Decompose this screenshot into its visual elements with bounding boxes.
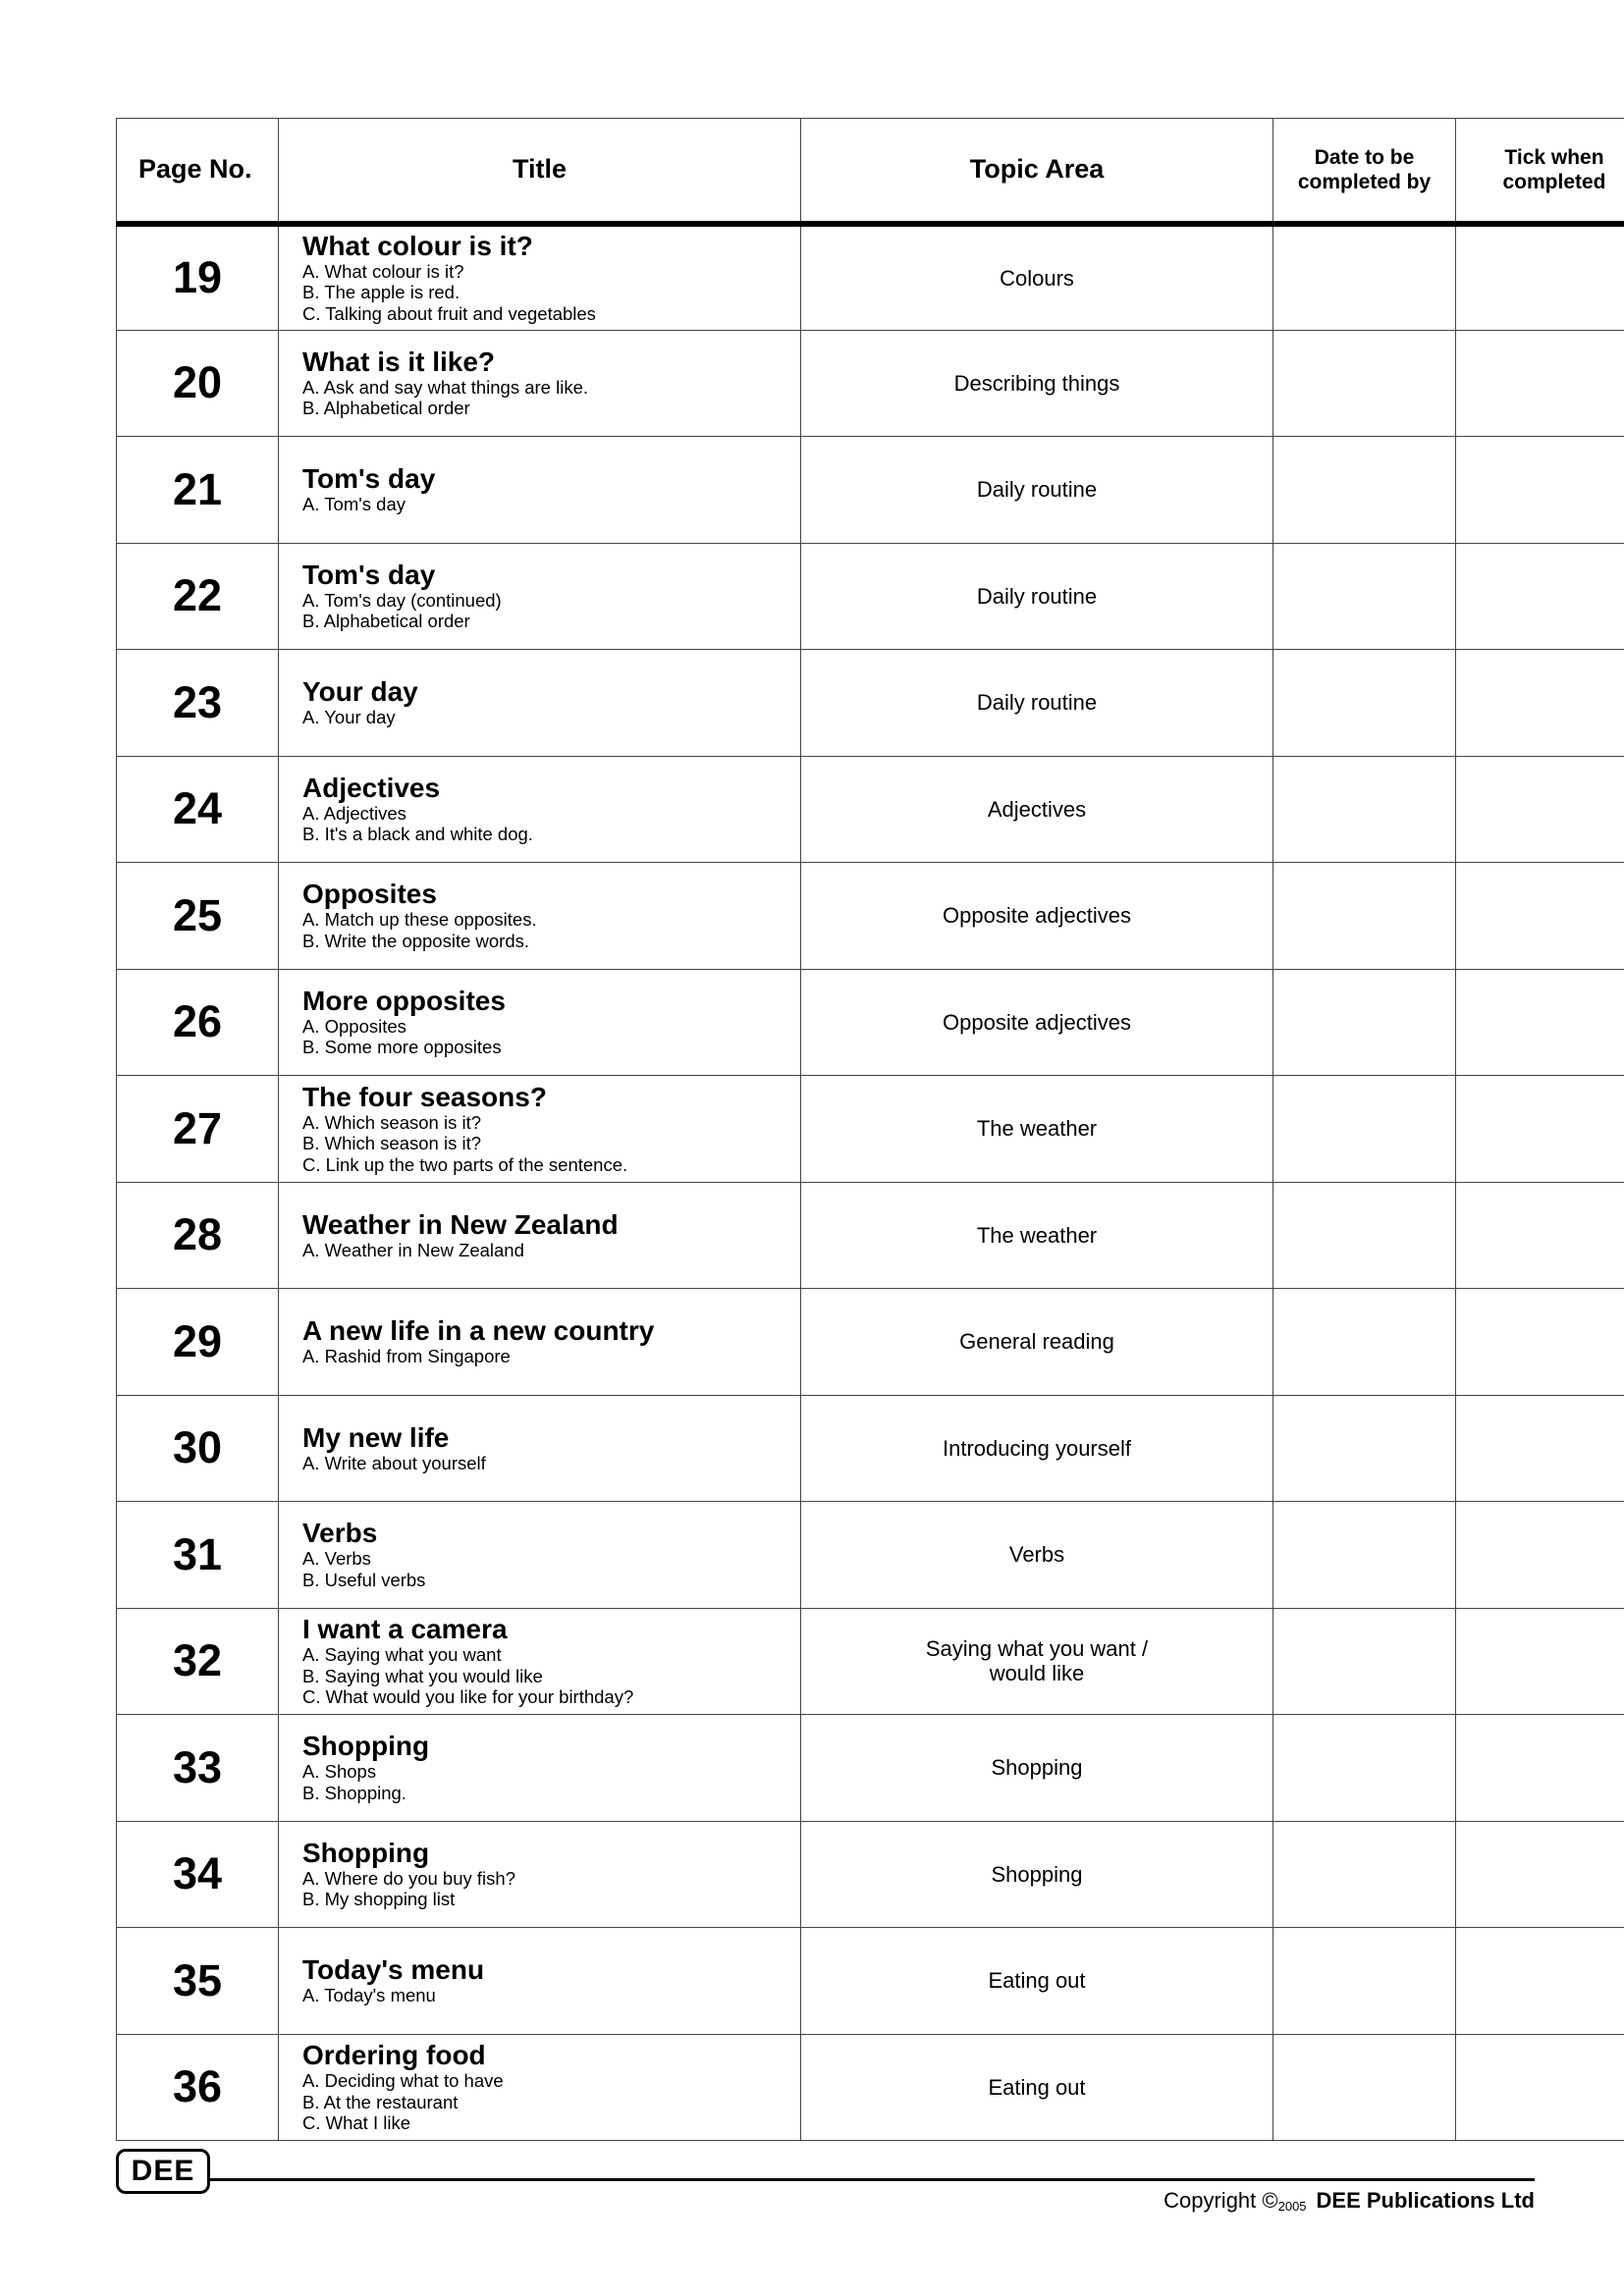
topic-area — [801, 2034, 1273, 2141]
header-title: Title — [279, 119, 801, 224]
tick-completed-cell[interactable] — [1456, 1821, 1624, 1928]
date-to-complete-cell[interactable] — [1273, 1502, 1456, 1609]
tick-completed-cell[interactable] — [1456, 1928, 1624, 2035]
lesson-title: My new life — [302, 1421, 450, 1453]
page-number: 21 — [117, 437, 279, 544]
date-to-complete-cell[interactable] — [1273, 437, 1456, 544]
date-to-complete-cell[interactable] — [1273, 650, 1456, 757]
tick-completed-cell[interactable] — [1456, 1502, 1624, 1609]
title-cell — [279, 969, 801, 1076]
activity-item: A. Shops — [302, 1761, 377, 1783]
lesson-title: Your day — [302, 676, 418, 707]
activity-item: A. Where do you buy fish? — [302, 1867, 515, 1889]
activity-item: B. Useful verbs — [302, 1569, 426, 1590]
date-to-complete-cell[interactable] — [1273, 1821, 1456, 1928]
activity-item: A. Weather in New Zealand — [302, 1239, 524, 1260]
topic-area — [801, 224, 1273, 331]
lesson-title: Tom's day — [302, 463, 436, 494]
lesson-title: What is it like? — [302, 346, 496, 377]
table-row — [117, 2034, 1624, 2141]
activity-item: C. What I like — [302, 2112, 410, 2133]
table-row — [117, 1076, 1624, 1183]
page-number: 34 — [117, 1821, 279, 1928]
topic-line: Describing things — [953, 370, 1120, 396]
title-cell — [279, 1076, 801, 1183]
topic-line: Introducing yourself — [943, 1435, 1131, 1461]
lesson-title: Tom's day — [302, 559, 436, 590]
topic-line: Daily routine — [976, 477, 1098, 503]
activity-item: A. Tom's day (continued) — [302, 589, 502, 611]
activity-item: B. Shopping. — [302, 1782, 406, 1803]
title-cell — [279, 2034, 801, 2141]
lesson-title: I want a camera — [302, 1614, 508, 1644]
topic-line: Daily routine — [976, 583, 1098, 609]
activity-item: B. Alphabetical order — [302, 398, 470, 419]
title-cell — [279, 650, 801, 757]
date-to-complete-cell[interactable] — [1273, 1715, 1456, 1822]
tick-completed-cell[interactable] — [1456, 756, 1624, 863]
title-cell — [279, 1715, 801, 1822]
date-to-complete-cell[interactable] — [1273, 756, 1456, 863]
date-to-complete-cell[interactable] — [1273, 1182, 1456, 1289]
title-cell — [279, 330, 801, 437]
title-cell — [279, 756, 801, 863]
title-cell — [279, 863, 801, 970]
table-row — [117, 1182, 1624, 1289]
date-to-complete-cell[interactable] — [1273, 1608, 1456, 1715]
page-number: 28 — [117, 1182, 279, 1289]
title-cell — [279, 437, 801, 544]
tick-completed-cell[interactable] — [1456, 1182, 1624, 1289]
activity-item: A. Verbs — [302, 1548, 371, 1570]
table-row — [117, 1928, 1624, 2035]
title-cell — [279, 1502, 801, 1609]
activity-item: A. Rashid from Singapore — [302, 1346, 511, 1366]
topic-area — [801, 1821, 1273, 1928]
activity-item: B. Which season is it? — [302, 1133, 481, 1153]
header-date-line1: Date to be — [1314, 145, 1415, 169]
copyright-year: 2005 — [1277, 2199, 1307, 2214]
table-row — [117, 1289, 1624, 1396]
table-row — [117, 330, 1624, 437]
activity-item: B. At the restaurant — [302, 2091, 459, 2112]
lesson-title: Weather in New Zealand — [302, 1208, 619, 1240]
activity-item: A. Opposites — [302, 1015, 406, 1037]
activity-item: C. What would you like for your birthday? — [302, 1686, 634, 1707]
footer-rule — [210, 2178, 1535, 2181]
lesson-title: Shopping — [302, 1731, 430, 1762]
page-number: 30 — [117, 1395, 279, 1502]
lesson-title: More opposites — [302, 985, 506, 1016]
tick-completed-cell[interactable] — [1456, 1076, 1624, 1183]
activity-item: C. Link up the two parts of the sentence. — [302, 1153, 628, 1175]
table-row — [117, 756, 1624, 863]
header-topic-area: Topic Area — [801, 119, 1273, 224]
dee-logo: DEE — [116, 2149, 210, 2194]
page-number: 20 — [117, 330, 279, 437]
tick-completed-cell[interactable] — [1456, 437, 1624, 544]
topic-line: Opposite adjectives — [943, 1009, 1131, 1035]
page-number: 29 — [117, 1289, 279, 1396]
page-number: 36 — [117, 2034, 279, 2141]
lesson-title: Ordering food — [302, 2040, 486, 2070]
date-to-complete-cell[interactable] — [1273, 2034, 1456, 2141]
table-row — [117, 1395, 1624, 1502]
activity-item: B. Alphabetical order — [302, 611, 470, 632]
tick-completed-cell[interactable] — [1456, 1608, 1624, 1715]
tick-completed-cell[interactable] — [1456, 1715, 1624, 1822]
date-to-complete-cell[interactable] — [1273, 330, 1456, 437]
activity-item: B. Some more opposites — [302, 1037, 502, 1058]
lesson-title: Adjectives — [302, 772, 441, 803]
lesson-title: Shopping — [302, 1837, 430, 1868]
tick-completed-cell[interactable] — [1456, 1395, 1624, 1502]
table-row — [117, 224, 1624, 331]
lesson-title: The four seasons? — [302, 1081, 547, 1112]
activity-item: A. Deciding what to have — [302, 2070, 504, 2091]
title-cell — [279, 1395, 801, 1502]
table-row — [117, 1715, 1624, 1822]
activity-item: B. It's a black and white dog. — [302, 824, 533, 845]
topic-area — [801, 1608, 1273, 1715]
table-row — [117, 969, 1624, 1076]
topic-area — [801, 650, 1273, 757]
page-number: 24 — [117, 756, 279, 863]
table-body — [117, 224, 1624, 2141]
topic-area — [801, 437, 1273, 544]
page-number: 35 — [117, 1928, 279, 2035]
header-page-no: Page No. — [117, 119, 279, 224]
header-date-line2: completed by — [1297, 170, 1432, 193]
topic-line: Opposite adjectives — [943, 903, 1131, 929]
footer — [116, 2149, 1535, 2214]
topic-line: Shopping — [991, 1861, 1083, 1887]
table-row — [117, 437, 1624, 544]
page-number: 31 — [117, 1502, 279, 1609]
topic-area — [801, 543, 1273, 650]
activity-item: B. The apple is red. — [302, 282, 460, 303]
tick-completed-cell[interactable] — [1456, 863, 1624, 970]
activity-item: A. Your day — [302, 707, 396, 727]
topic-line: The weather — [976, 1116, 1098, 1142]
topic-area — [801, 1289, 1273, 1396]
date-to-complete-cell[interactable] — [1273, 1395, 1456, 1502]
date-to-complete-cell[interactable] — [1273, 543, 1456, 650]
page-number: 22 — [117, 543, 279, 650]
topic-area — [801, 1395, 1273, 1502]
topic-area — [801, 1076, 1273, 1183]
table-row — [117, 1608, 1624, 1715]
date-to-complete-cell[interactable] — [1273, 1928, 1456, 2035]
activity-item: A. Match up these opposites. — [302, 909, 537, 931]
activity-item: B. My shopping list — [302, 1889, 456, 1910]
contents-table — [116, 118, 1624, 2141]
tick-completed-cell[interactable] — [1456, 969, 1624, 1076]
topic-line: Daily routine — [976, 690, 1098, 716]
table-row — [117, 863, 1624, 970]
page-number: 25 — [117, 863, 279, 970]
page-number: 19 — [117, 224, 279, 331]
activity-item: A. Tom's day — [302, 494, 406, 514]
header-tick-line2: completed — [1502, 170, 1606, 193]
topic-area — [801, 1928, 1273, 2035]
title-cell — [279, 543, 801, 650]
tick-completed-cell[interactable] — [1456, 2034, 1624, 2141]
date-to-complete-cell[interactable] — [1273, 863, 1456, 970]
activity-item: A. Which season is it? — [302, 1111, 481, 1133]
topic-line: Shopping — [991, 1755, 1083, 1781]
page-number: 23 — [117, 650, 279, 757]
tick-completed-cell[interactable] — [1456, 543, 1624, 650]
date-to-complete-cell[interactable] — [1273, 969, 1456, 1076]
publisher-name: DEE Publications Ltd — [1316, 2188, 1535, 2213]
title-cell — [279, 1608, 801, 1715]
topic-area — [801, 1715, 1273, 1822]
copyright-text: Copyright © — [1164, 2188, 1278, 2213]
activity-item: B. Write the opposite words. — [302, 930, 530, 951]
table-row — [117, 1821, 1624, 1928]
tick-completed-cell[interactable] — [1456, 330, 1624, 437]
topic-area — [801, 756, 1273, 863]
table-row — [117, 1502, 1624, 1609]
title-cell — [279, 224, 801, 331]
activity-item: B. Saying what you would like — [302, 1665, 543, 1686]
title-cell — [279, 1182, 801, 1289]
header-tick-line1: Tick when — [1504, 145, 1604, 169]
lesson-title: A new life in a new country — [302, 1315, 655, 1346]
lesson-title: Opposites — [302, 879, 437, 910]
activity-item: A. Ask and say what things are like. — [302, 376, 589, 398]
date-to-complete-cell[interactable] — [1273, 1076, 1456, 1183]
tick-completed-cell[interactable] — [1456, 224, 1624, 331]
page-number: 27 — [117, 1076, 279, 1183]
topic-line: Saying what you want / — [925, 1636, 1149, 1662]
activity-item: A. Today's menu — [302, 1985, 436, 2005]
topic-line: The weather — [976, 1222, 1098, 1248]
topic-line: would like — [989, 1661, 1085, 1686]
topic-area — [801, 1182, 1273, 1289]
table-row — [117, 650, 1624, 757]
topic-line: Verbs — [1008, 1542, 1065, 1568]
date-to-complete-cell[interactable] — [1273, 1289, 1456, 1396]
page-number: 26 — [117, 969, 279, 1076]
contents-table-wrapper — [116, 118, 1606, 2141]
copyright-notice — [1164, 2188, 1535, 2214]
lesson-title: What colour is it? — [302, 230, 533, 261]
topic-line: Adjectives — [987, 796, 1087, 822]
title-cell — [279, 1928, 801, 2035]
topic-area — [801, 863, 1273, 970]
activity-item: A. Adjectives — [302, 802, 406, 824]
header-tick-completed — [1456, 119, 1624, 224]
header-date-completed — [1273, 119, 1456, 224]
lesson-title: Today's menu — [302, 1954, 485, 1985]
activity-item: C. Talking about fruit and vegetables — [302, 302, 596, 324]
tick-completed-cell[interactable] — [1456, 650, 1624, 757]
page-number: 33 — [117, 1715, 279, 1822]
topic-line: General reading — [959, 1329, 1114, 1355]
header-row — [117, 119, 1624, 224]
topic-line: Eating out — [988, 2074, 1086, 2100]
topic-line: Colours — [1000, 265, 1074, 291]
tick-completed-cell[interactable] — [1456, 1289, 1624, 1396]
title-cell — [279, 1289, 801, 1396]
date-to-complete-cell[interactable] — [1273, 224, 1456, 331]
topic-line: Eating out — [988, 1968, 1086, 1994]
table-row — [117, 543, 1624, 650]
activity-item: A. Saying what you want — [302, 1644, 502, 1665]
title-cell — [279, 1821, 801, 1928]
lesson-title: Verbs — [302, 1518, 378, 1549]
activity-item: A. Write about yourself — [302, 1452, 486, 1473]
page-number: 32 — [117, 1608, 279, 1715]
topic-area — [801, 1502, 1273, 1609]
topic-area — [801, 969, 1273, 1076]
activity-item: A. What colour is it? — [302, 260, 464, 282]
topic-area — [801, 330, 1273, 437]
